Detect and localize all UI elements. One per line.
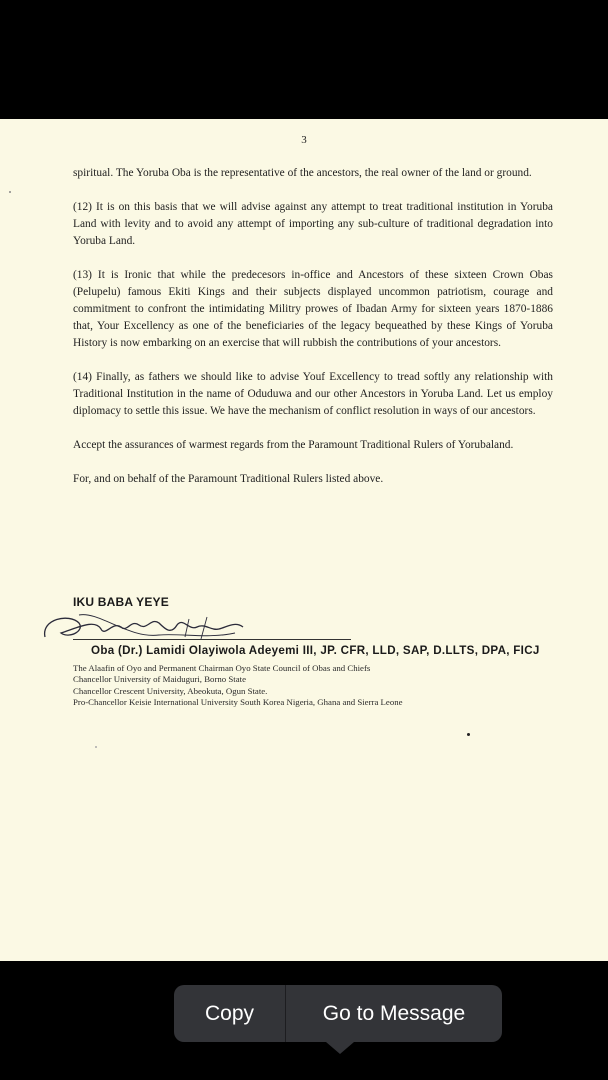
ink-speck	[467, 733, 470, 736]
paragraph-12: (12) It is on this basis that we will advise against any attempt to treat traditional institution in Yoruba Land with levity and to avoid any attempt of importing any sub-culture of traditional degradation into Yoruba Land.	[73, 201, 553, 247]
copy-button[interactable]: Copy	[204, 1001, 255, 1025]
paragraph-on-behalf: For, and on behalf of the Paramount Traditional Rulers listed above.	[73, 473, 384, 485]
title-line: The Alaafin of Oyo and Permanent Chairman Oyo State Council of Obas and Chiefs	[73, 663, 371, 673]
title-line: Chancellor Crescent University, Abeokuta, Ogun State.	[73, 685, 268, 696]
paragraph-14: (14) Finally, as fathers we should like to advise Youf Excellency to tread softly any relationship with Traditional Institution in the name of Oduduwa and our other Ancestors in Yoruba Land. Let us employ diplomacy to settle this issue. We have the mechanism of conflict resolution in ways of our ancestors.	[73, 371, 553, 417]
letter-body	[73, 165, 553, 505]
paragraph-regards: Accept the assurances of warmest regards from the Paramount Traditional Rulers of Yorubaland.	[73, 439, 514, 451]
signature-block	[73, 595, 573, 707]
title-line: Pro-Chancellor Keisie International University South Korea Nigeria, Ghana and Sierra Leone	[73, 696, 403, 707]
signatory-titles	[73, 663, 403, 708]
document-page	[0, 119, 608, 961]
title-line: Chancellor University of Maiduguri, Borno State	[73, 674, 246, 685]
ink-speck	[9, 191, 11, 193]
menu-pointer-arrow	[326, 1042, 354, 1054]
page-number: 3	[301, 134, 307, 146]
signatory-name: Oba (Dr.) Lamidi Olayiwola Adeyemi III, JP. CFR, LLD, SAP, D.LLTS, DPA, FICJ	[91, 644, 540, 657]
closing-salutation: IKU BABA YEYE	[73, 595, 169, 609]
ink-speck	[95, 746, 97, 748]
paragraph-continuation: spiritual. The Yoruba Oba is the representative of the ancestors, the real owner of the land or ground.	[73, 167, 532, 179]
paragraph-13: (13) It is Ironic that while the predecesors in-office and Ancestors of these sixteen Crown Obas (Pelupelu) famous Ekiti Kings and their subjects displayed uncommon patriotism, courage and commitment to confront the intimidating Militry prowes of Ibadan Army for sixteen years 1870-1886 that, Your Excellency as one of the beneficiaries of the legacy bequeathed by these Kings of Yoruba History is now embarking on an exercise that will rubbish the contributions of your ancestors.	[73, 269, 553, 349]
go-to-message-button[interactable]: Go to Message	[322, 1001, 466, 1025]
signature-line	[73, 639, 351, 640]
context-menu	[174, 985, 502, 1042]
